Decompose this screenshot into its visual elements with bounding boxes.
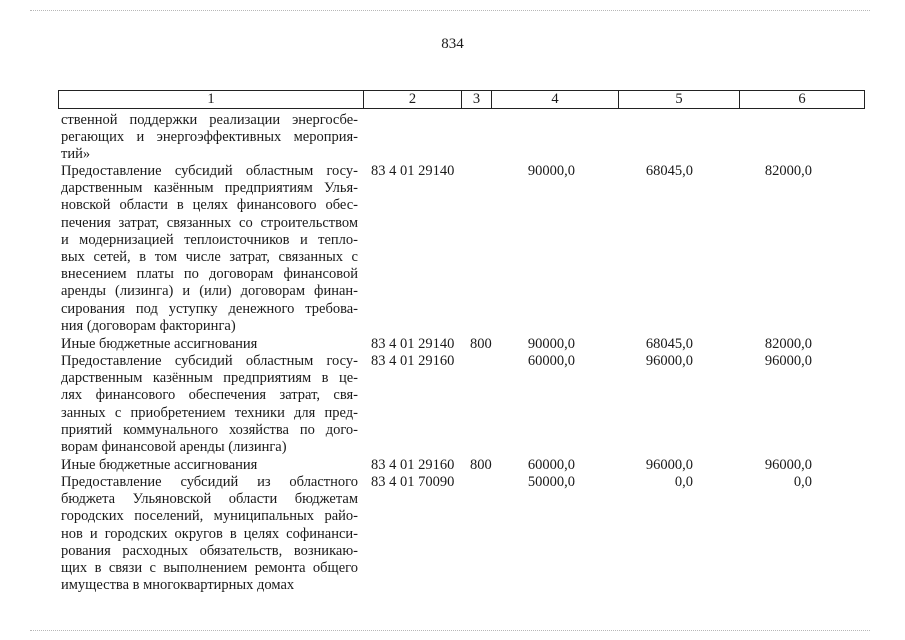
column-header-row (58, 90, 865, 109)
column-header-1: 1 (59, 91, 364, 109)
column-header-6: 6 (740, 91, 865, 109)
row-value-col4: 60000,0 (527, 353, 575, 369)
column-header-4: 4 (492, 91, 619, 109)
row-value-col4: 90000,0 (527, 336, 575, 352)
scan-border-top (30, 10, 870, 12)
row-value-col6: 96000,0 (764, 353, 812, 369)
row-value-col5: 68045,0 (645, 336, 693, 352)
page-number: 834 (441, 36, 464, 52)
column-header-3: 3 (462, 91, 492, 109)
row-expense-type: 800 (470, 457, 492, 473)
row-value-col4: 60000,0 (527, 457, 575, 473)
row-description: Предоставление субсидий из областного бюджета Ульяновской области бюджетам городских поселений, муниципальных райо- нов и городских округов в целях софинанси- рования расходных обязательств, возникаю- щих в связи с выполнением ремонта общего имущества в многоквартирных домах (61, 474, 358, 594)
row-value-col6: 82000,0 (764, 163, 812, 179)
row-description: Иные бюджетные ассигнования (61, 336, 258, 352)
row-description: Иные бюджетные ассигнования (61, 457, 258, 473)
row-code: 83 4 01 29140 (371, 336, 455, 352)
column-header-2: 2 (364, 91, 462, 109)
row-description: ственной поддержки реализации энергосбе- регающих и энергоэффективных мероприя- тий» (61, 112, 358, 163)
row-value-col4: 90000,0 (527, 163, 575, 179)
row-value-col5: 0,0 (674, 474, 693, 490)
row-value-col6: 82000,0 (764, 336, 812, 352)
row-value-col5: 96000,0 (645, 457, 693, 473)
row-value-col5: 96000,0 (645, 353, 693, 369)
row-expense-type: 800 (470, 336, 492, 352)
row-code: 83 4 01 29140 (371, 163, 455, 179)
row-code: 83 4 01 29160 (371, 457, 455, 473)
column-header-5: 5 (619, 91, 740, 109)
row-description: Предоставление субсидий областным госу- дарственным казённым предприятиям Улья- новской области в целях финансового обес- печения затрат, связанных со строительством и модернизацией теплоисточников и тепло- вых сетей, в том числе затрат, связанных с внесением платы по договорам финансовой аренды (лизинга) и (или) договорам финан- сирования под уступку денежного требова- ния (договорам факторинга) (61, 163, 358, 334)
row-code: 83 4 01 70090 (371, 474, 455, 490)
scan-border-bottom (30, 630, 870, 632)
row-value-col6: 96000,0 (764, 457, 812, 473)
row-description: Предоставление субсидий областным госу- дарственным казённым предприятиям в це- лях финансового обеспечения затрат, свя- занных с приобретением техники для пред- приятий коммунального хозяйства по дого- ворам финансовой аренды (лизинга) (61, 353, 358, 456)
row-value-col5: 68045,0 (645, 163, 693, 179)
row-code: 83 4 01 29160 (371, 353, 455, 369)
row-value-col6: 0,0 (793, 474, 812, 490)
row-value-col4: 50000,0 (527, 474, 575, 490)
